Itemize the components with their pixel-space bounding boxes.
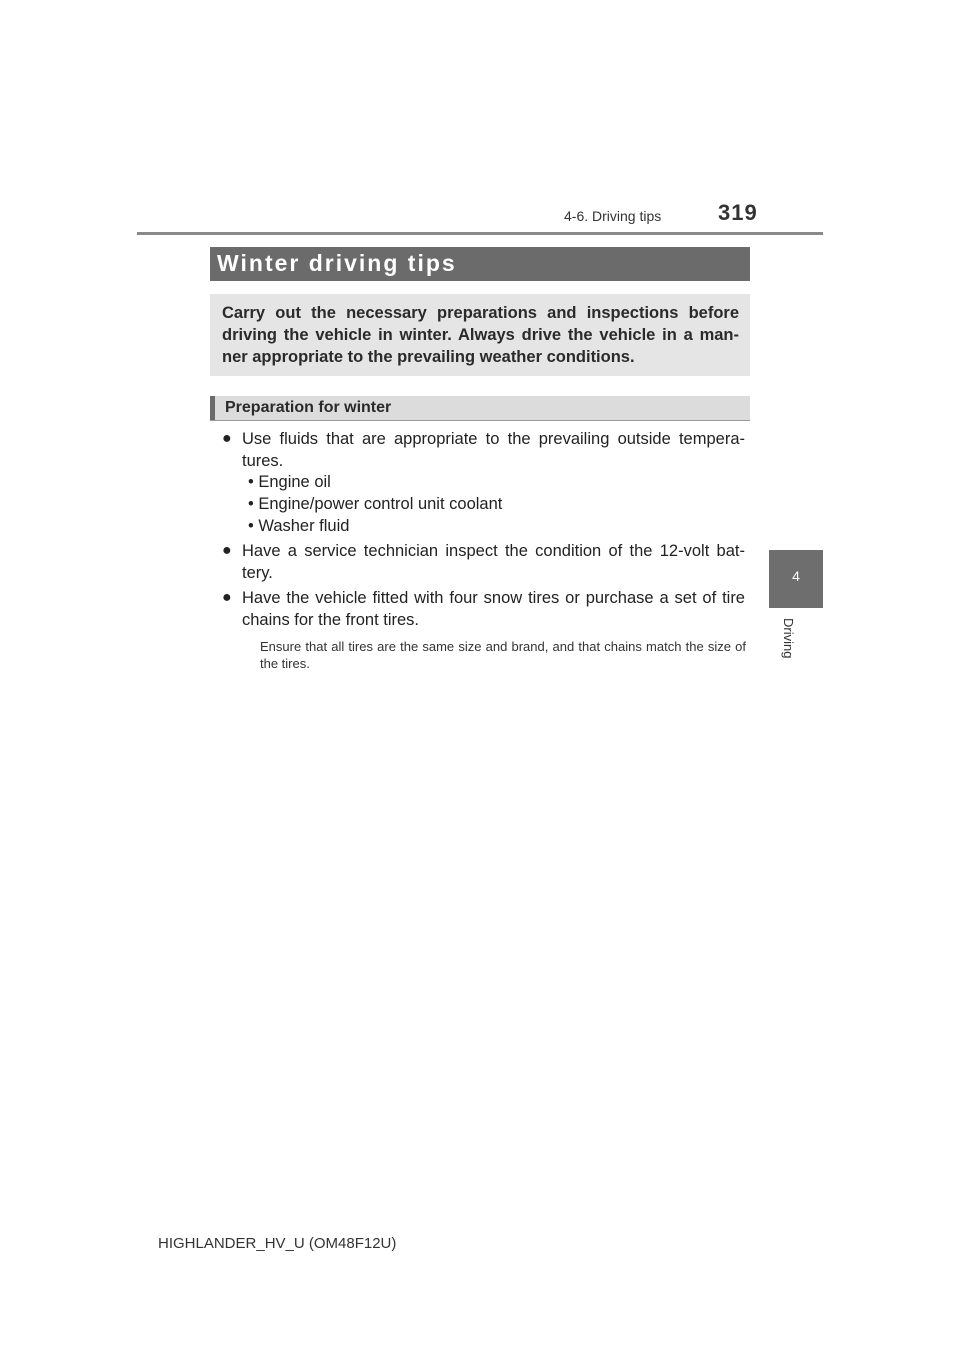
chapter-number: 4 xyxy=(792,568,800,584)
intro-box xyxy=(210,294,750,376)
chapter-tab xyxy=(769,550,823,608)
list-item: • Engine oil xyxy=(248,473,331,491)
section-title-bar xyxy=(210,247,750,281)
subheading-rule xyxy=(210,420,750,421)
chapter-label-text: Driving xyxy=(781,618,796,659)
bullet-marker: ● xyxy=(222,430,232,447)
bullet-marker: ● xyxy=(222,589,232,606)
subheading-accent xyxy=(210,396,215,421)
subheading-bar xyxy=(210,396,750,421)
intro-text: Carry out the necessary preparations and inspections before driving the vehicle in winter. Always drive the vehicle in a man-ner appropriate to the prevailing weather conditions. xyxy=(222,304,739,366)
bullet-marker: ● xyxy=(222,542,232,559)
header-section-title: 4-6. Driving tips xyxy=(564,208,662,224)
bullet-text: Have the vehicle fitted with four snow tires or purchase a set of tire chains for the front tires. xyxy=(242,589,745,629)
bullet-note: Ensure that all tires are the same size and brand, and that chains match the size of the tires. xyxy=(260,639,746,671)
footer-model-code: HIGHLANDER_HV_U (OM48F12U) xyxy=(158,1235,397,1252)
list-item: • Engine/power control unit coolant xyxy=(248,495,503,513)
page-number: 319 xyxy=(718,200,758,225)
section-title: Winter driving tips xyxy=(217,250,457,276)
list-item: • Washer fluid xyxy=(248,517,350,535)
chapter-label xyxy=(781,618,806,678)
bullet-text: Have a service technician inspect the condition of the 12-volt bat-tery. xyxy=(242,542,745,582)
header-rule xyxy=(137,232,823,235)
bullet-text: Use fluids that are appropriate to the prevailing outside tempera-tures. xyxy=(242,430,745,470)
subheading: Preparation for winter xyxy=(225,399,392,416)
